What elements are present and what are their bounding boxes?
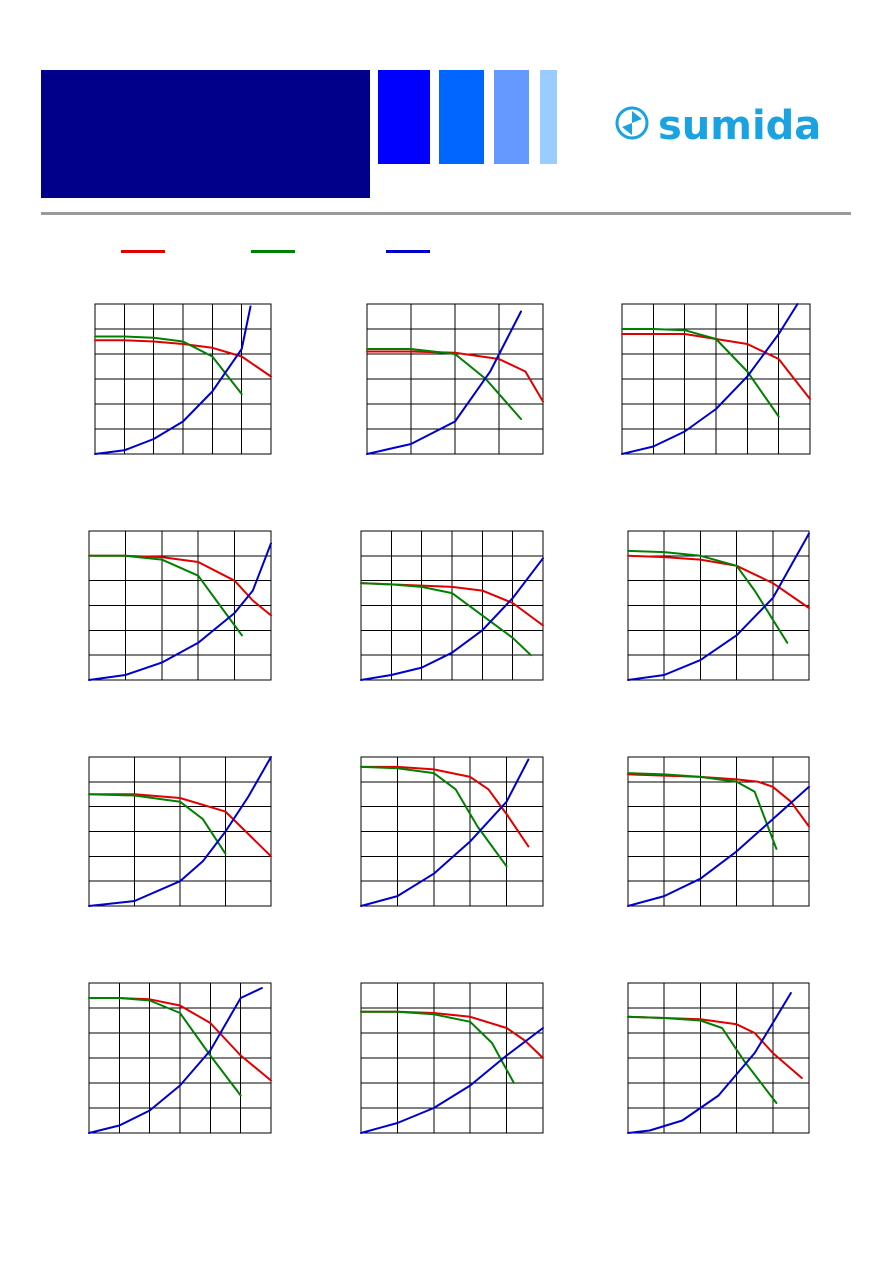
- chart-grid-lines: [361, 757, 543, 906]
- chart-6: [627, 530, 810, 681]
- chart-11: [360, 982, 544, 1134]
- chart-grid-lines: [361, 983, 543, 1133]
- series-line-red: [89, 556, 271, 616]
- chart-5: [360, 530, 544, 681]
- series-line-green: [89, 794, 226, 854]
- chart-8: [360, 756, 544, 907]
- chart-grid-lines: [628, 531, 809, 680]
- chart-4: [88, 530, 272, 681]
- series-line-green: [628, 1017, 776, 1103]
- series-line-green: [628, 551, 787, 643]
- accent-bar-4: [540, 70, 557, 164]
- sumida-circle-icon: [617, 108, 647, 138]
- legend-swatch-red: [121, 250, 165, 253]
- chart-10: [88, 982, 272, 1134]
- legend-swatch-blue: [386, 250, 430, 253]
- chart-grid-lines: [89, 757, 271, 906]
- series-line-green: [622, 329, 779, 417]
- chart-grid-lines: [95, 304, 271, 454]
- chart-1: [94, 303, 272, 455]
- series-line-green: [95, 337, 242, 395]
- accent-bar-1: [378, 70, 430, 164]
- chart-grid-lines: [89, 531, 271, 680]
- title-banner: [41, 70, 370, 198]
- series-line-green: [89, 556, 242, 636]
- series-line-blue: [367, 312, 521, 455]
- series-line-green: [361, 583, 531, 655]
- header-divider: [41, 212, 851, 215]
- series-line-green: [89, 998, 241, 1096]
- chart-3: [621, 303, 811, 455]
- accent-bar-2: [439, 70, 484, 164]
- series-line-blue: [89, 543, 271, 680]
- series-line-blue: [628, 993, 791, 1133]
- series-line-blue: [89, 988, 262, 1133]
- series-line-green: [628, 773, 776, 849]
- series-line-blue: [628, 787, 809, 906]
- logo-wordmark: sumida: [658, 103, 822, 144]
- chart-grid-lines: [622, 304, 810, 454]
- series-line-blue: [361, 1028, 543, 1133]
- chart-grid-lines: [367, 304, 543, 454]
- chart-7: [88, 756, 272, 907]
- chart-12: [627, 982, 810, 1134]
- chart-9: [627, 756, 810, 907]
- brand-logo: [614, 100, 824, 144]
- chart-2: [366, 303, 544, 455]
- chart-grid-lines: [628, 983, 809, 1133]
- accent-bar-3: [494, 70, 529, 164]
- legend-swatch-green: [251, 250, 295, 253]
